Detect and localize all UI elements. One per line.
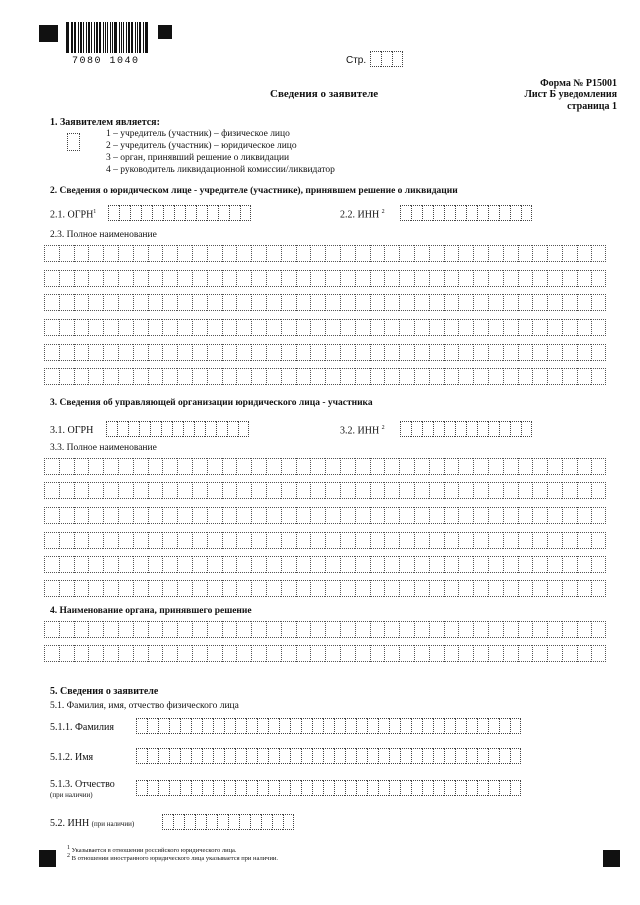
section3-ogrn-label: 3.1. ОГРН [50,425,94,436]
registration-mark-top-left [39,25,58,42]
page-sub-label: страница 1 [567,101,617,112]
section3-name-row-5[interactable] [44,556,606,573]
section2-name-row-6[interactable] [44,368,606,385]
applicant-inn-field[interactable] [162,814,294,830]
section2-heading: 2. Сведения о юридическом лице - учредителе (участнике), принявшем решение о ликвидации [50,186,458,196]
section3-heading: 3. Сведения об управляющей организации юридического лица - участника [50,398,373,408]
footnote-ref-2: 2 [381,209,385,215]
section3-inn-field[interactable] [400,421,532,437]
patronymic-note: (при наличии) [50,791,93,799]
barcode-number: 7080 1040 [72,56,140,67]
form-number: Форма № Р15001 [540,78,617,89]
first-name-field[interactable] [136,748,521,764]
section4-name-row-1[interactable] [44,621,606,638]
section2-name-row-3[interactable] [44,294,606,311]
section2-inn-field[interactable] [400,205,532,221]
applicant-inn-note: (при наличии) [91,820,135,828]
patronymic-label: 5.1.3. Отчество [50,779,115,790]
section3-name-row-3[interactable] [44,507,606,524]
first-name-label: 5.1.2. Имя [50,752,94,763]
page-number-field[interactable] [370,51,403,67]
page-number-label: Стр. [346,55,367,66]
page-title: Сведения о заявителе [270,88,379,100]
section1-heading: 1. Заявителем является: [50,117,160,128]
section3-name-row-1[interactable] [44,458,606,475]
section2-name-row-4[interactable] [44,319,606,336]
surname-label: 5.1.1. Фамилия [50,722,114,733]
footnote-ref-1: 1 [93,209,97,215]
applicant-type-field[interactable] [67,133,80,151]
section3-name-label: 3.3. Полное наименование [50,443,157,453]
section2-name-row-2[interactable] [44,270,606,287]
registration-mark-bottom-left [39,850,56,867]
patronymic-field[interactable] [136,780,521,796]
footnote-2: $^2$ В отношении иностранного юридического лица указывается при наличии. [67,853,279,863]
registration-mark-top-right [158,25,172,39]
footnote-ref-2: 2 [381,425,385,431]
section5-sub-label: 5.1. Фамилия, имя, отчество физического лица [50,701,239,711]
applicant-option-3: 3 – орган, принявший решение о ликвидации [106,153,290,163]
section3-name-row-4[interactable] [44,532,606,549]
surname-field[interactable] [136,718,521,734]
applicant-option-1: 1 – учредитель (участник) – физическое лицо [106,129,290,139]
barcode [66,22,150,53]
section3-name-row-6[interactable] [44,580,606,597]
section2-name-row-5[interactable] [44,344,606,361]
section2-ogrn-field[interactable] [108,205,251,221]
applicant-option-2: 2 – учредитель (участник) – юридическое лицо [106,141,297,151]
section2-name-label: 2.3. Полное наименование [50,230,157,240]
registration-mark-bottom-right [603,850,620,867]
footnote-1: $^1$ Указывается в отношении российского юридического лица. [67,845,237,855]
sheet-label: Лист Б уведомления [524,89,617,100]
section4-heading: 4. Наименование органа, принявшего решение [50,606,252,616]
section2-name-row-1[interactable] [44,245,606,262]
section2-ogrn-label: 2.1. ОГРН$^1$ [50,209,97,221]
section3-inn-label: 3.2. ИНН $^2$ [340,425,385,437]
applicant-inn-label: 5.2. ИНН (при наличии) [50,818,135,829]
section3-ogrn-field[interactable] [106,421,249,437]
section2-inn-label: 2.2. ИНН $^2$ [340,209,385,221]
applicant-option-4: 4 – руководитель ликвидационной комиссии/ликвидатор [106,165,335,175]
section5-heading: 5. Сведения о заявителе [50,686,159,697]
section3-name-row-2[interactable] [44,482,606,499]
section4-name-row-2[interactable] [44,645,606,662]
